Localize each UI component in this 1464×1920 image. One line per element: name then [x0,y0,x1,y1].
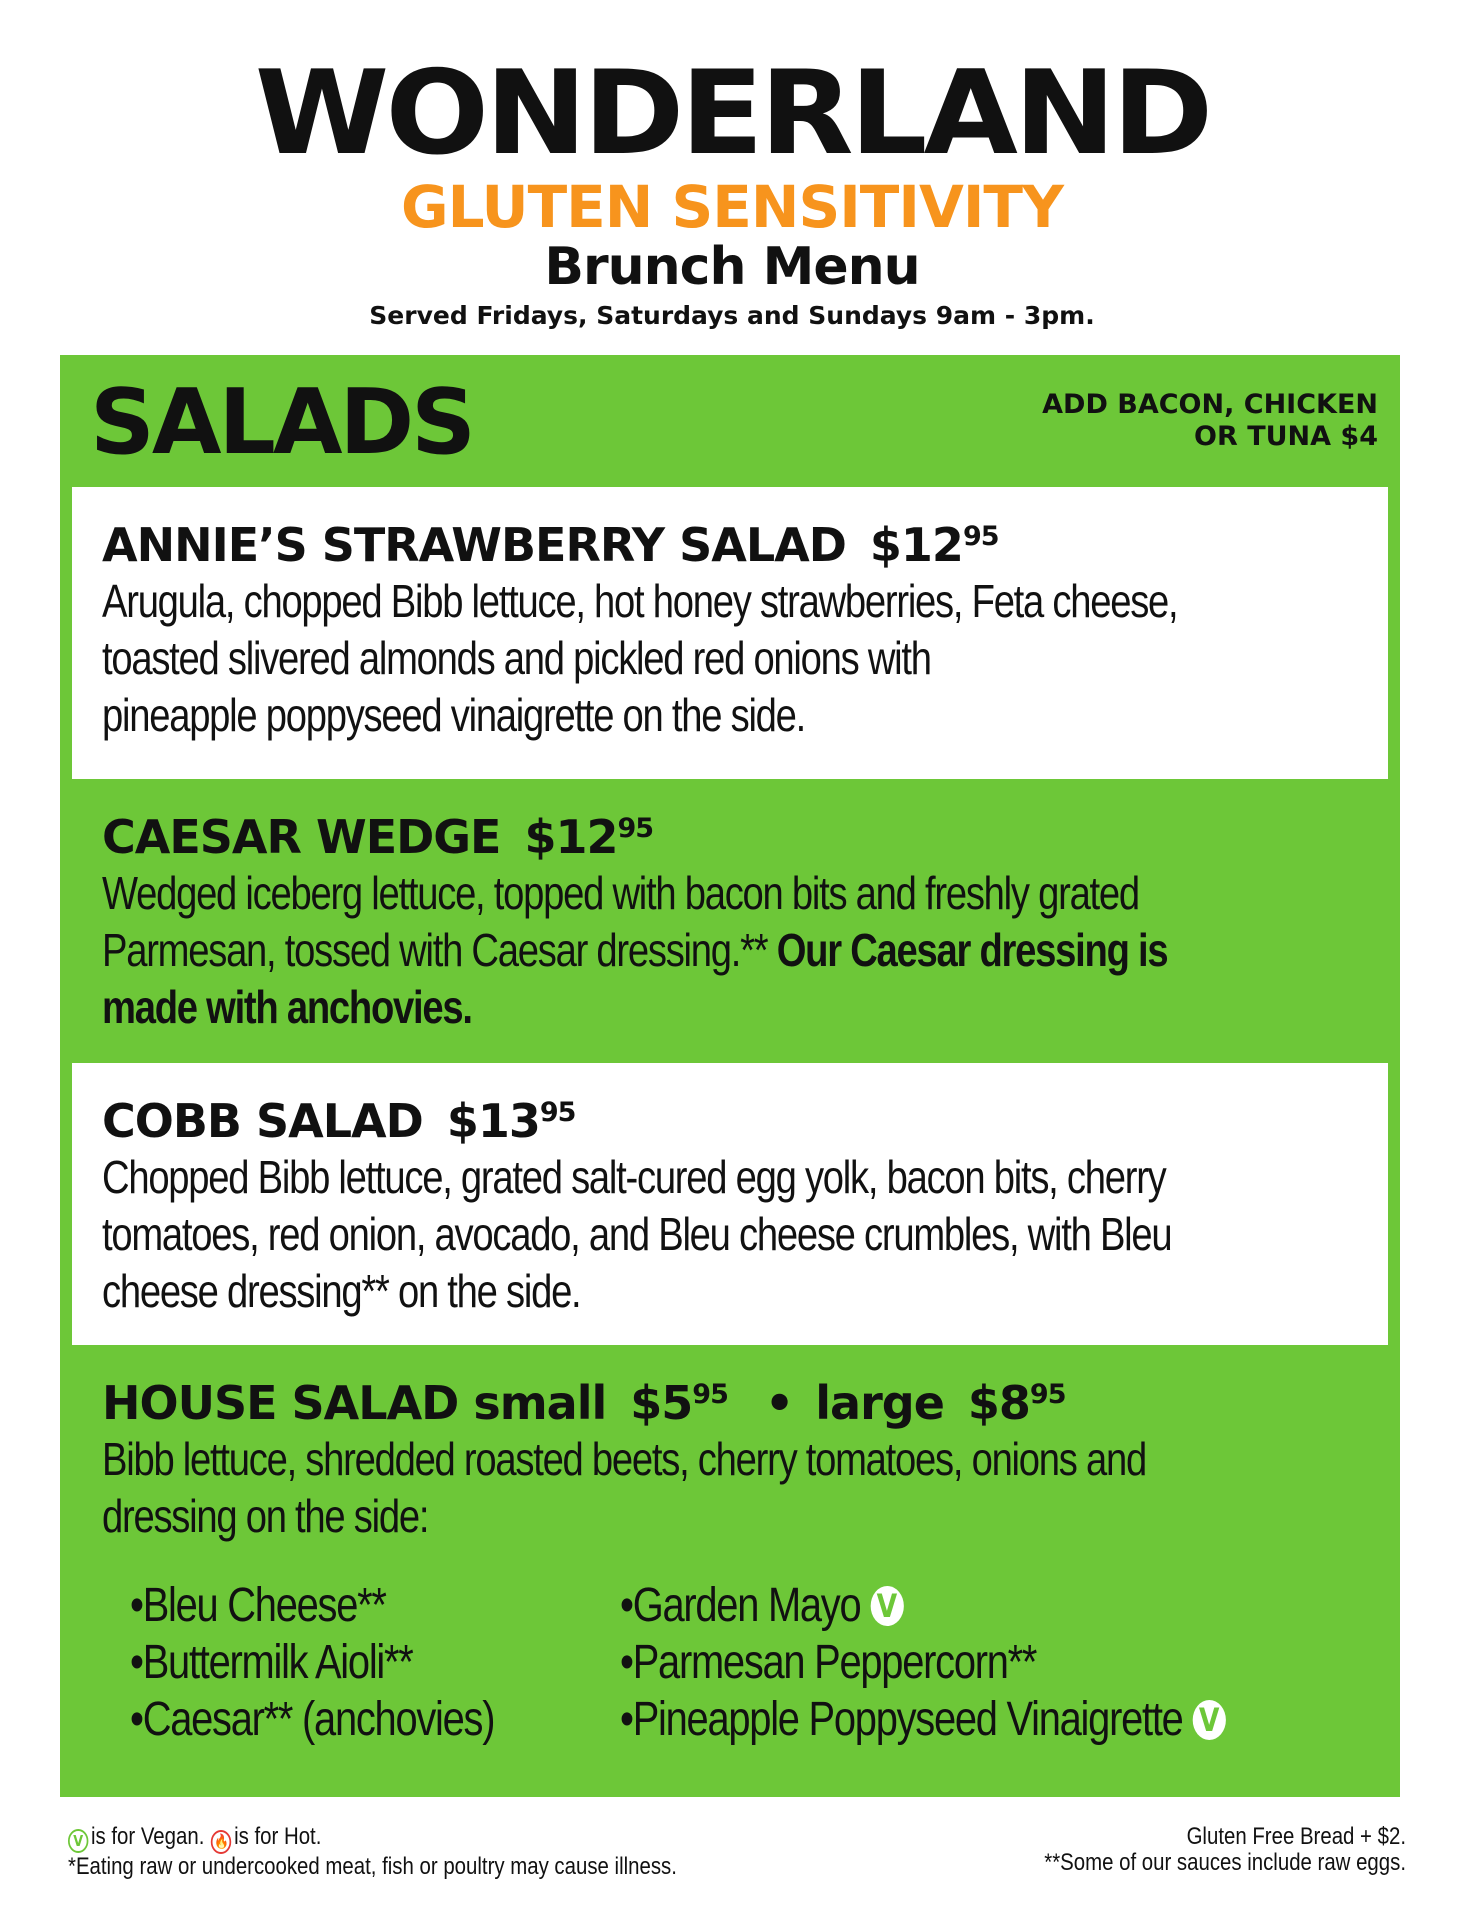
item-description [102,573,1347,744]
restaurant-name: WONDERLAND [254,45,1210,181]
dressing-item [620,1691,1226,1748]
item-title [102,1375,1364,1431]
item-title [102,517,1364,573]
desc-line: dressing on the side: [102,1490,429,1542]
item-name: COBB SALAD [102,1094,423,1148]
section-title: SALADS [90,370,474,475]
anchovy-warning: Our Caesar dressing is [776,924,1168,976]
price-cents: 95 [539,1097,576,1128]
dressing-column-left [130,1577,494,1748]
dressing-item: •Bleu Cheese** [130,1579,386,1632]
menu-item-caesar-wedge [72,779,1388,1063]
raw-food-warning: *Eating raw or undercooked meat, fish or poultry may cause illness. [68,1853,677,1880]
served-hours: Served Fridays, Saturdays and Sundays 9am - 3pm. [369,301,1095,330]
price-dollars: $13 [446,1094,540,1148]
menu-subtitle: GLUTEN SENSITIVITY [401,173,1063,241]
item-name: CAESAR WEDGE [102,810,501,864]
price-dollars: $12 [524,810,618,864]
footer-notes [811,1824,1406,1876]
vegan-icon: V [68,1829,88,1853]
footer-legend [68,1824,748,1880]
vegan-icon: V [870,1586,903,1626]
menu-item-strawberry-salad [72,487,1388,779]
anchovy-warning-line: made with anchovies. [102,981,472,1033]
dressing-label: •Pineapple Poppyseed Vinaigrette [620,1693,1183,1746]
vegan-icon: V [1193,1700,1226,1740]
price-dollars: $8 [967,1376,1030,1430]
item-title [102,809,1364,865]
price-cents: 95 [1029,1379,1066,1410]
small-price [630,1376,728,1430]
desc-line: pineapple poppyseed vinaigrette on the side. [102,689,806,741]
price-cents: 95 [692,1379,728,1410]
item-description [102,1431,1347,1545]
dressing-item: •Parmesan Peppercorn** [620,1636,1037,1689]
item-description [102,865,1347,1036]
dressing-item: •Buttermilk Aioli** [130,1636,413,1689]
menu-item-house-salad [72,1345,1388,1785]
price-dollars: $12 [869,518,963,572]
menu-item-cobb-salad [72,1063,1388,1345]
addon-note [878,389,1378,453]
flame-icon: 🔥 [211,1830,231,1854]
legend-line [68,1824,748,1854]
price-cents: 95 [617,813,654,844]
menu-name: Brunch Menu [544,237,920,297]
desc-line: cheese dressing** on the side. [102,1265,581,1317]
large-price [968,1376,1066,1430]
item-description [102,1149,1347,1320]
item-price [870,518,999,572]
item-name: ANNIE’S STRAWBERRY SALAD [102,518,846,572]
size-large-label: large [815,1376,944,1430]
desc-line: tomatoes, red onion, avocado, and Bleu cheese crumbles, with Bleu [102,1208,1172,1260]
size-small-label: small [473,1376,607,1430]
price-dollars: $5 [630,1376,693,1430]
item-name: HOUSE SALAD [102,1376,459,1430]
addon-line-1: ADD BACON, CHICKEN [1042,389,1378,420]
desc-line [102,922,1347,979]
addon-line-2: OR TUNA $4 [1194,421,1378,452]
raw-eggs-note: **Some of our sauces include raw eggs. [1044,1849,1406,1876]
desc-line: toasted slivered almonds and pickled red onions with [102,632,931,684]
dressing-item: •Caesar** (anchovies) [130,1693,495,1746]
salads-panel [60,355,1400,1797]
price-cents: 95 [962,521,999,552]
gluten-free-bread-note: Gluten Free Bread + $2. [1186,1823,1406,1850]
item-title [102,1093,1364,1149]
desc-line: Arugula, chopped Bibb lettuce, hot honey strawberries, Feta cheese, [102,575,1178,627]
desc-line: Wedged iceberg lettuce, topped with bacon bits and freshly grated [102,867,1139,919]
desc-text: Parmesan, tossed with Caesar dressing.** [102,924,768,976]
vegan-legend-text: is for Vegan. [90,1823,205,1850]
item-price [524,810,653,864]
dressing-column-right [620,1577,1226,1748]
dressing-item [620,1577,1226,1634]
desc-line: Bibb lettuce, shredded roasted beets, cherry tomatoes, onions and [102,1433,1146,1485]
price-separator: • [764,1376,794,1430]
item-price [447,1094,576,1148]
desc-line: Chopped Bibb lettuce, grated salt-cured egg yolk, bacon bits, cherry [102,1151,1166,1203]
dressing-label: •Garden Mayo [620,1579,861,1632]
hot-legend-text: is for Hot. [234,1823,322,1850]
